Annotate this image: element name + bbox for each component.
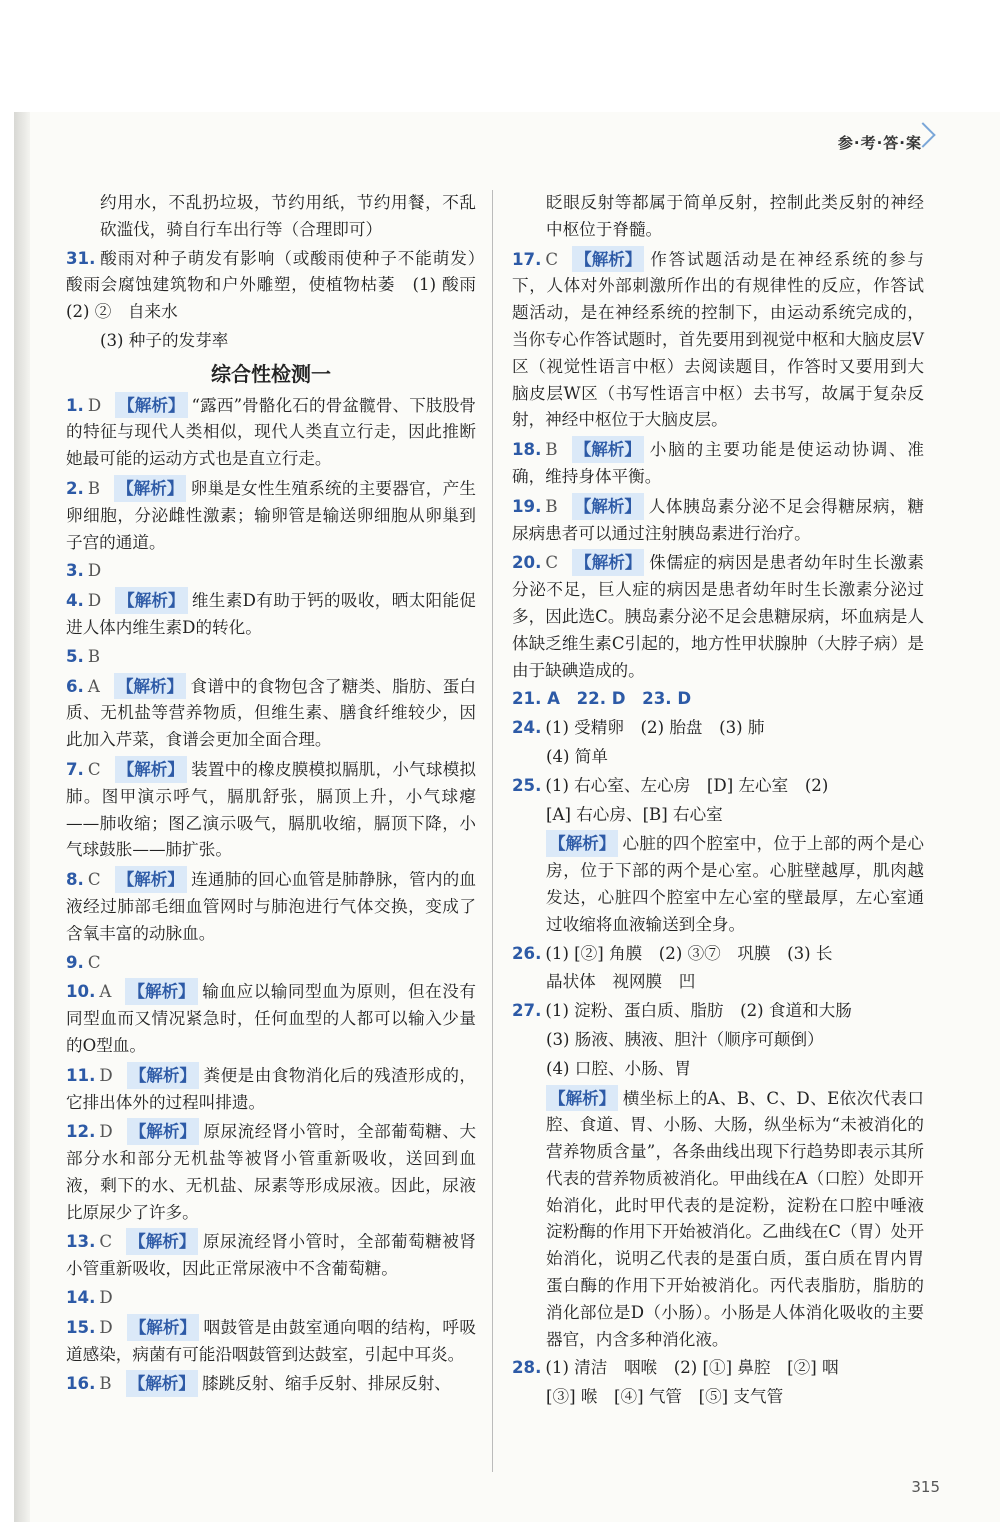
answer-item bbox=[66, 1370, 476, 1398]
answer-24 bbox=[512, 715, 924, 742]
question-number: 2. bbox=[66, 478, 84, 498]
analysis-tag: 【解析】 bbox=[546, 830, 618, 857]
answer-choice: D bbox=[99, 1122, 113, 1142]
answer-choice: D bbox=[87, 395, 102, 415]
question-number: 24. bbox=[512, 718, 542, 738]
left-column bbox=[66, 190, 493, 1400]
answer-26 bbox=[512, 941, 924, 968]
question-number: 3. bbox=[66, 561, 84, 581]
question-number: 18. bbox=[512, 440, 542, 460]
answer-21-23: 21. A 22. D 23. D bbox=[512, 689, 692, 709]
question-number: 25. bbox=[512, 775, 542, 795]
analysis-text: “露西”骨骼化石的骨盆髋骨、下肢股骨的特征与现代人类相似，现代人类直立行走，因此推断她最可能的运动方式也是直立行走。 bbox=[66, 395, 476, 469]
analysis-tag: 【解析】 bbox=[115, 866, 187, 893]
right-column bbox=[512, 190, 924, 1413]
analysis-text: 原尿流经肾小管时，全部葡萄糖、大部分水和部分无机盐等被肾小管重新吸收，送回到血液，剩下的水、无机盐、尿素等形成尿液。因此，尿液比原尿少了许多。 bbox=[66, 1122, 476, 1222]
answer-text: 酸雨对种子萌发有影响（或酸雨使种子不能萌发） 酸雨会腐蚀建筑物和户外雕塑，使植物枯萎 (1) 酸雨 (2) ② 自来水 bbox=[66, 248, 493, 322]
answer-item bbox=[512, 436, 924, 491]
answer-choice: B bbox=[545, 440, 558, 460]
question-number: 13. bbox=[66, 1232, 96, 1252]
answer-choice: C bbox=[87, 870, 101, 890]
question-number: 10. bbox=[66, 982, 96, 1002]
answer-choice: D bbox=[99, 1317, 113, 1337]
answer-26-line2: 晶状体 视网膜 凹 bbox=[546, 972, 696, 992]
answer-item bbox=[66, 475, 476, 556]
question-number: 6. bbox=[66, 676, 84, 696]
analysis-text: 装置中的橡皮膜模拟膈肌，小气球模拟肺。图甲演示呼气，膈肌舒张，膈顶上升，小气球瘪——肺收缩；图乙演示吸气，膈肌收缩，膈顶下降，小气球鼓胀——肺扩张。 bbox=[66, 759, 476, 860]
answer-item bbox=[66, 1314, 476, 1369]
answer-28-line2: [③] 喉 [④] 气管 [⑤] 支气管 bbox=[546, 1387, 784, 1407]
question-number: 31. bbox=[66, 248, 96, 268]
section-title: 综合性检测一 bbox=[211, 361, 331, 386]
question-number: 4. bbox=[66, 591, 84, 611]
book-spine-shadow bbox=[14, 112, 30, 1522]
question-number: 16. bbox=[66, 1374, 96, 1394]
answer-item bbox=[66, 558, 476, 585]
analysis-text: 作答试题活动是在神经系统的参与下，人体对外部刺激所作出的有规律性的反应，作答试题活动，是在神经系统的控制下，由运动系统完成的，当你专心作答试题时，首先要用到视觉中枢和大脑皮层V区（视觉性语言中枢）去阅读题目，作答时又要用到大脑皮层W区（书写性语言中枢）去书写，故属于复杂反射，神经中枢位于大脑皮层。 bbox=[512, 249, 924, 430]
answer-choice: D bbox=[87, 591, 102, 611]
answer-item bbox=[66, 587, 476, 642]
analysis-tag: 【解析】 bbox=[546, 1085, 618, 1112]
answer-choice: C bbox=[545, 553, 559, 573]
column-divider bbox=[492, 190, 493, 1472]
analysis-tag: 【解析】 bbox=[572, 493, 644, 520]
question-number: 9. bbox=[66, 952, 84, 972]
answer-choice: D bbox=[87, 561, 102, 581]
page-header: 参·考·答·案 bbox=[837, 134, 922, 152]
analysis-tag: 【解析】 bbox=[127, 1314, 199, 1341]
analysis-tag: 【解析】 bbox=[126, 1228, 198, 1255]
answer-choice: D bbox=[99, 1288, 113, 1308]
answer-25-line2: [A] 右心房、[B] 右心室 bbox=[546, 804, 723, 824]
question-number: 7. bbox=[66, 759, 84, 779]
answer-choice: B bbox=[545, 496, 558, 516]
answer-item bbox=[512, 493, 924, 548]
answer-27 bbox=[512, 998, 924, 1025]
answer-item bbox=[66, 644, 476, 671]
answer-27-line3: (4) 口腔、小肠、胃 bbox=[546, 1058, 691, 1078]
analysis-tag: 【解析】 bbox=[115, 756, 187, 783]
answer-24-line2: (4) 简单 bbox=[546, 746, 608, 766]
answer-25 bbox=[512, 773, 924, 800]
answer-choice: A bbox=[99, 982, 112, 1002]
answer-choice: B bbox=[87, 646, 101, 666]
analysis-tag: 【解析】 bbox=[127, 1062, 199, 1089]
answer-item bbox=[66, 1228, 476, 1283]
question-number: 19. bbox=[512, 496, 542, 516]
answer-item bbox=[66, 673, 476, 754]
question-number: 1. bbox=[66, 395, 84, 415]
analysis-text: 输血应以输同型血为原则，但在没有同型血而又情况紧急时，任何血型的人都可以输入少量的O型血。 bbox=[66, 982, 476, 1055]
answer-choice: B bbox=[87, 478, 101, 498]
question-number: 28. bbox=[512, 1358, 542, 1378]
answer-item bbox=[66, 1118, 476, 1226]
analysis-tag: 【解析】 bbox=[126, 1370, 198, 1397]
answer-choice: A bbox=[87, 676, 100, 696]
answer-item bbox=[512, 246, 924, 435]
continued-text: 眨眼反射等都属于简单反射，控制此类反射的神经中枢位于脊髓。 bbox=[546, 193, 924, 239]
question-number: 17. bbox=[512, 249, 542, 269]
question-number: 12. bbox=[66, 1122, 96, 1142]
question-number: 14. bbox=[66, 1288, 96, 1308]
answer-text: (1) 右心室、左心房 [D] 左心室 (2) bbox=[545, 775, 829, 795]
continued-text: 约用水，不乱扔垃圾，节约用纸，节约用餐，不乱砍滥伐，骑自行车出行等（合理即可） bbox=[100, 193, 476, 239]
analysis-text: 粪便是由食物消化后的残渣形成的，它排出体外的过程叫排遗。 bbox=[66, 1065, 476, 1112]
answer-item bbox=[66, 866, 476, 947]
analysis-text: 咽鼓管是由鼓室通向咽的结构，呼吸道感染，病菌有可能沿咽鼓管到达鼓室，引起中耳炎。 bbox=[66, 1317, 476, 1364]
analysis-tag: 【解析】 bbox=[127, 1118, 199, 1145]
answer-27-line2: (3) 肠液、胰液、胆汁（顺序可颠倒） bbox=[546, 1029, 824, 1049]
analysis-text: 心脏的四个腔室中，位于上部的两个是心房，位于下部的两个是心室。心脏壁越厚，肌肉越发达，心脏四个腔室中左心室的壁最厚，左心室通过收缩将血液输送到全身。 bbox=[546, 834, 924, 934]
analysis-tag: 【解析】 bbox=[125, 978, 197, 1005]
answer-text: (1) 清洁 咽喉 (2) [①] 鼻腔 [②] 咽 bbox=[545, 1358, 839, 1378]
analysis-text: 横坐标上的A、B、C、D、E依次代表口腔、食道、胃、小肠、大肠，纵坐标为“未被消化的营养物质含量”，各条曲线出现下行趋势即表示其所代表的营养物质被消化。甲曲线在A（口腔）处即开始消化，此时甲代表的是淀粉，淀粉在口腔中唾液淀粉酶的作用下开始被消化。乙曲线在C（胃）处开始消化，说明乙代表的是蛋白质，蛋白质在胃内胃蛋白酶的作用下开始被消化。丙代表脂肪，脂肪的消化部位是D（小肠）。小肠是人体消化吸收的主要器官，内含多种消化液。 bbox=[546, 1088, 924, 1349]
answer-choice: B bbox=[99, 1374, 112, 1394]
answer-text: (1) [②] 角膜 (2) ③⑦ 巩膜 (3) 长 bbox=[545, 943, 833, 963]
question-number: 8. bbox=[66, 870, 84, 890]
analysis-tag: 【解析】 bbox=[115, 587, 187, 614]
answer-choice: D bbox=[99, 1065, 113, 1085]
answer-text: (1) 淀粉、蛋白质、脂肪 (2) 食道和大肠 bbox=[545, 1001, 852, 1021]
answer-choice: C bbox=[87, 952, 101, 972]
analysis-tag: 【解析】 bbox=[114, 673, 186, 700]
answer-text: (1) 受精卵 (2) 胎盘 (3) 肺 bbox=[545, 718, 765, 738]
answer-31-part3: (3) 种子的发芽率 bbox=[100, 330, 229, 350]
analysis-tag: 【解析】 bbox=[115, 392, 187, 419]
answer-item bbox=[66, 978, 476, 1059]
question-number: 27. bbox=[512, 1001, 542, 1021]
analysis-text: 卵巢是女性生殖系统的主要器官，产生卵细胞，分泌雌性激素；输卵管是输送卵细胞从卵巢到子宫的通道。 bbox=[66, 478, 476, 552]
answer-31 bbox=[66, 246, 493, 326]
answer-item bbox=[66, 950, 476, 977]
answer-25-analysis bbox=[512, 830, 924, 938]
answer-item bbox=[66, 756, 476, 864]
analysis-text: 维生素D有助于钙的吸收，晒太阳能促进人体内维生素D的转化。 bbox=[66, 591, 476, 637]
analysis-tag: 【解析】 bbox=[572, 246, 644, 273]
question-number: 11. bbox=[66, 1065, 96, 1085]
analysis-text: 人体胰岛素分泌不足会得糖尿病，糖尿病患者可以通过注射胰岛素进行治疗。 bbox=[512, 496, 924, 543]
analysis-text: 小脑的主要功能是使运动协调、准确，维持身体平衡。 bbox=[512, 440, 924, 486]
question-number: 20. bbox=[512, 553, 542, 573]
answer-28 bbox=[512, 1355, 924, 1382]
analysis-tag: 【解析】 bbox=[572, 549, 644, 576]
answer-choice: C bbox=[99, 1232, 113, 1252]
analysis-tag: 【解析】 bbox=[572, 436, 644, 463]
answer-choice: C bbox=[87, 759, 101, 779]
answer-choice: C bbox=[545, 249, 559, 269]
question-number: 5. bbox=[66, 646, 84, 666]
analysis-text: 膝跳反射、缩手反射、排尿反射、 bbox=[201, 1374, 451, 1394]
page-number: 315 bbox=[911, 1478, 940, 1496]
answer-27-analysis bbox=[512, 1085, 924, 1354]
analysis-text: 原尿流经肾小管时，全部葡萄糖被肾小管重新吸收，因此正常尿液中不含葡萄糖。 bbox=[66, 1232, 476, 1279]
answer-item bbox=[66, 1062, 476, 1117]
analysis-tag: 【解析】 bbox=[114, 475, 186, 502]
question-number: 15. bbox=[66, 1317, 96, 1337]
analysis-text: 连通肺的回心血管是肺静脉，管内的血液经过肺部毛细血管网时与肺泡进行气体交换，变成了含氧丰富的动脉血。 bbox=[66, 870, 476, 943]
answer-item bbox=[512, 549, 924, 684]
answer-item bbox=[66, 392, 476, 473]
analysis-text: 侏儒症的病因是患者幼年时生长激素分泌不足，巨人症的病因是患者幼年时生长激素分泌过多，因此选C。胰岛素分泌不足会患糖尿病，坏血病是人体缺乏维生素C引起的，地方性甲状腺肿（大脖子病）是由于缺碘造成的。 bbox=[512, 553, 924, 680]
analysis-text: 食谱中的食物包含了糖类、脂肪、蛋白质、无机盐等营养物质，但维生素、膳食纤维较少，因此加入芹菜，食谱会更加全面合理。 bbox=[66, 676, 476, 750]
question-number: 26. bbox=[512, 943, 542, 963]
answer-item bbox=[66, 1285, 476, 1312]
